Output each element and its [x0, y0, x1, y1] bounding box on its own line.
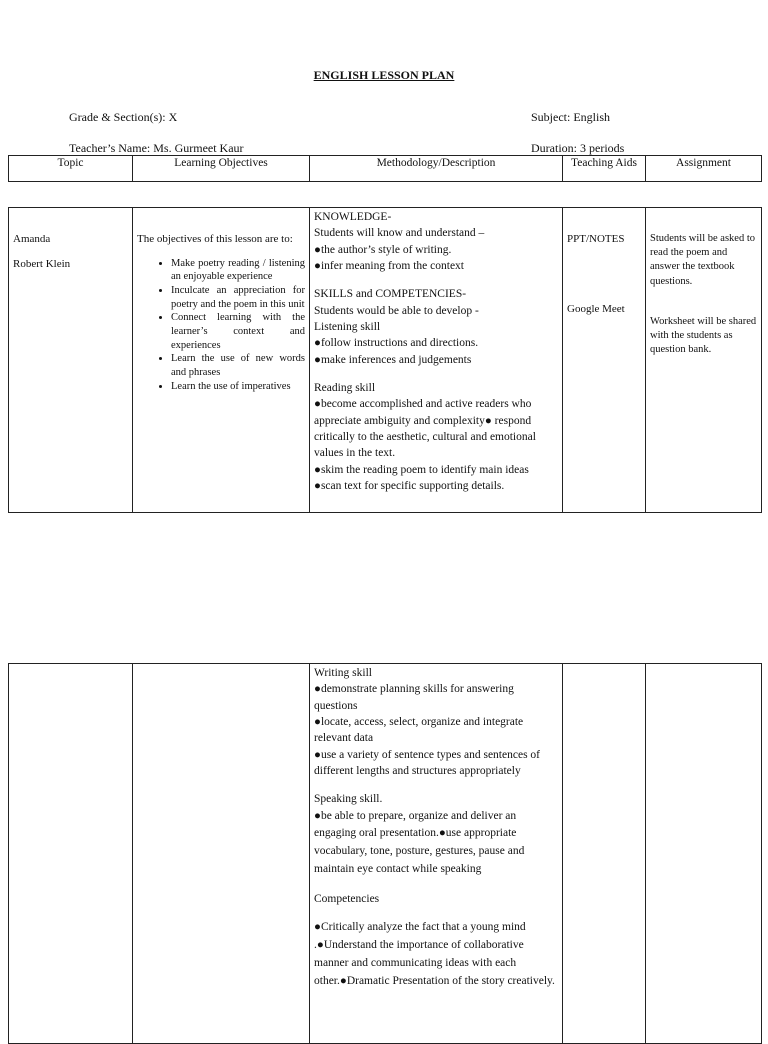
- list-item: • Learn the use of imperatives: [171, 380, 305, 394]
- header-topic: Topic: [9, 156, 133, 182]
- objectives-cell-continued: [133, 664, 310, 1044]
- methodology-cell-continued: [310, 664, 563, 1044]
- method-line: KNOWLEDGE-: [314, 211, 392, 223]
- page-title: ENGLISH LESSON PLAN: [313, 68, 455, 82]
- header-learning-objectives: Learning Objectives: [133, 156, 310, 182]
- teaching-aids-cell: [563, 208, 646, 513]
- lesson-table: [8, 207, 762, 513]
- topic-cell: [9, 208, 133, 513]
- method-line: Reading skill: [314, 381, 376, 394]
- topic-line: Amanda: [13, 233, 51, 245]
- list-item: • Learn the use of new words and phrases: [171, 352, 305, 379]
- method-line: ●become accomplished and active readers who appreciate ambiguity and complexity● respond critically to the aesthetic, cultural and emotional values in the text.: [314, 398, 536, 460]
- aid-item: PPT/NOTES: [567, 233, 625, 245]
- list-item: • Make poetry reading / listening an enjoyable experience: [171, 257, 305, 284]
- methodology-cell: [310, 208, 563, 513]
- objectives-cell: [133, 208, 310, 513]
- continuation-table: [8, 663, 762, 1044]
- header-table: [8, 155, 762, 182]
- header-methodology: Methodology/Description: [310, 156, 563, 182]
- method-line: SKILLS and COMPETENCIES-: [314, 288, 467, 301]
- method-line: ●skim the reading poem to identify main ideas: [314, 463, 529, 476]
- table-row: [9, 208, 762, 513]
- list-item: • Connect learning with the learner’s context and experiences: [171, 311, 305, 352]
- aid-item: Google Meet: [567, 302, 625, 315]
- teaching-aids-cell-continued: [563, 664, 646, 1044]
- assignment-item: Worksheet will be shared with the students as question bank.: [650, 315, 757, 356]
- speaking-skill-title: Speaking skill.: [314, 793, 383, 806]
- method-line: Students would be able to develop -: [314, 304, 479, 317]
- list-item: • Inculcate an appreciation for poetry and the poem in this unit: [171, 284, 305, 311]
- method-line: ●Critically analyze the fact that a young mind .●Understand the importance of collaborative manner and communicating ideas with each other.●Dramatic Presentation of the story creatively.: [314, 921, 555, 987]
- method-line: Students will know and understand –: [314, 227, 485, 240]
- competencies-title: Competencies: [314, 892, 380, 905]
- topic-cell-continued: [9, 664, 133, 1044]
- header-teaching-aids: Teaching Aids: [563, 156, 646, 182]
- header-assignment: Assignment: [646, 156, 762, 182]
- method-line: ●infer meaning from the context: [314, 259, 465, 272]
- method-line: ●demonstrate planning skills for answering questions: [314, 683, 514, 712]
- method-line: ●scan text for specific supporting details.: [314, 479, 505, 492]
- method-line: ●the author’s style of writing.: [314, 243, 452, 256]
- grade-section: Grade & Section(s): X: [69, 110, 178, 124]
- method-line: ●locate, access, select, organize and integrate relevant data: [314, 715, 524, 745]
- duration: Duration: 3 periods: [531, 141, 625, 155]
- method-line: ●be able to prepare, organize and deliver an engaging oral presentation.●use appropriate vocabulary, tone, posture, gestures, pause and maintain eye contact while speaking: [314, 809, 525, 876]
- assignment-cell: [646, 208, 762, 513]
- objectives-list: [137, 257, 305, 393]
- objectives-intro: The objectives of this lesson are to:: [137, 233, 293, 245]
- topic-line: Robert Klein: [13, 257, 71, 270]
- method-line: ●follow instructions and directions.: [314, 337, 479, 350]
- teacher-name: Teacher’s Name: Ms. Gurmeet Kaur: [69, 141, 244, 155]
- table-row: [9, 664, 762, 1044]
- method-line: Listening skill: [314, 320, 381, 333]
- method-line: ●use a variety of sentence types and sentences of different lengths and structures appropriately: [314, 748, 540, 777]
- writing-skill-title: Writing skill: [314, 667, 372, 679]
- assignment-cell-continued: [646, 664, 762, 1044]
- subject: Subject: English: [531, 110, 610, 124]
- assignment-item: Students will be asked to read the poem and answer the textbook questions.: [650, 233, 755, 287]
- method-line: ●make inferences and judgements: [314, 353, 472, 366]
